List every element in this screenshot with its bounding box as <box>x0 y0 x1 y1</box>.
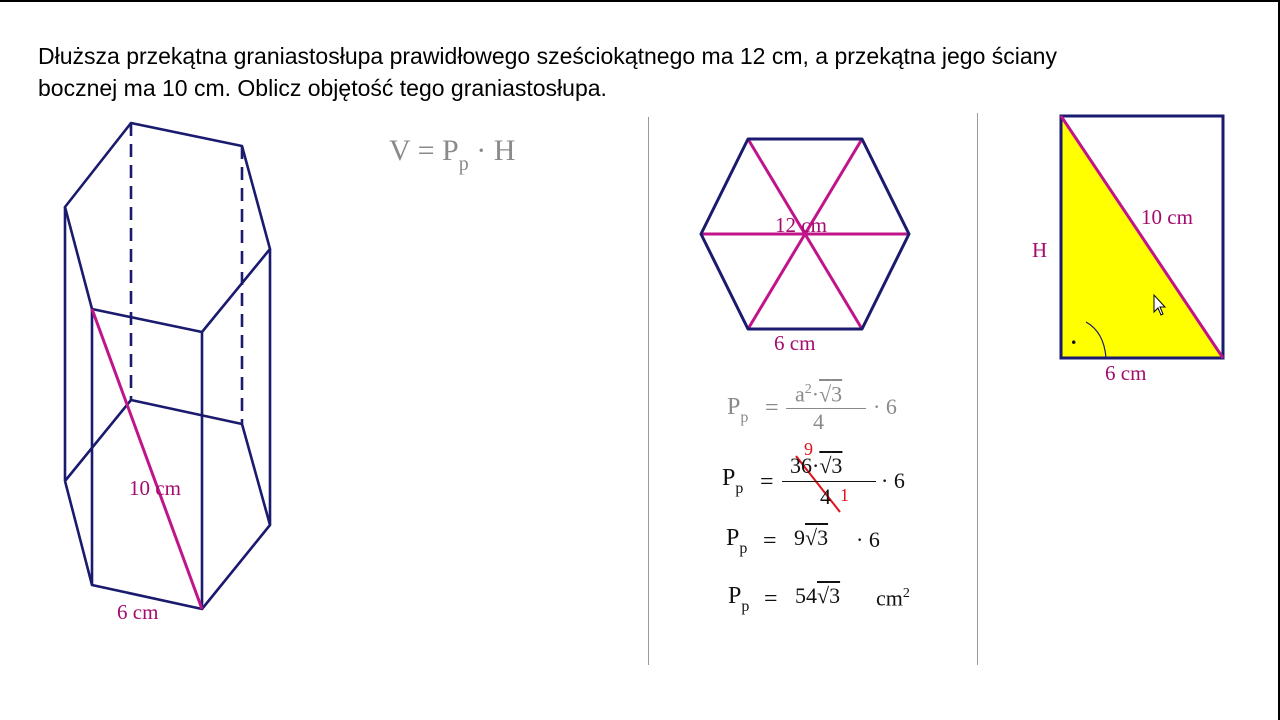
prism-edge-label: 6 cm <box>117 600 159 624</box>
calc-row1-a: a <box>795 381 805 407</box>
calc-row1-root: 3 <box>831 381 843 407</box>
calc-sub: p <box>740 409 749 426</box>
side-face-height-label: H <box>1032 238 1048 262</box>
calc-row3-coef: 9 <box>794 525 805 550</box>
calc-row4-coef: 54 <box>795 583 817 608</box>
calc-row1-eq: = <box>765 395 779 421</box>
calc-row4-exp: 2 <box>902 586 910 601</box>
calc-sub: p <box>741 598 750 615</box>
hexagon-diagonal-label: 12 cm <box>775 213 827 237</box>
calc-row1-numerator: $a^2\cdot√3$ <box>795 381 843 407</box>
calc-row1-exp: 2 <box>804 382 812 397</box>
volume-formula <box>389 134 516 175</box>
right-angle-dot: . <box>1071 324 1077 349</box>
calc-row3-value: 9√3 <box>794 525 829 550</box>
calc-row4-value: 54√3 <box>795 583 841 608</box>
equals-sign: = <box>417 134 435 167</box>
side-face-diagonal-label: 10 cm <box>1141 205 1193 229</box>
base-area-subscript: p <box>458 153 469 175</box>
calc-row3-tail: · 6 <box>856 527 880 552</box>
calc-P: P <box>726 525 740 551</box>
base-area-symbol: P <box>442 134 459 167</box>
calc-row1-dot: · <box>811 381 820 407</box>
calc-row2-lhs <box>722 465 744 497</box>
calc-sub: p <box>735 480 744 497</box>
calc-sub: p <box>739 540 748 557</box>
calc-row2-denominator: 4 <box>820 484 831 509</box>
cancel-bottom-value: 1 <box>840 485 849 505</box>
calc-row2-root: 3 <box>831 453 843 478</box>
hexagon-side-label: 6 cm <box>774 331 816 355</box>
calc-row1-lhs <box>727 394 749 426</box>
prism-top-face <box>65 123 270 332</box>
prism-diagonal-label: 10 cm <box>129 476 181 500</box>
calc-row4-eq: = <box>764 586 778 612</box>
problem-line-2: bocznej ma 10 cm. Oblicz objętość tego graniastosłupa. <box>38 75 607 101</box>
calc-P: P <box>728 583 742 609</box>
calc-P: P <box>727 394 741 420</box>
calc-row3-lhs <box>726 525 748 557</box>
calc-row1-denominator: 4 <box>813 409 824 434</box>
problem-line-1: Dłuższa przekątna graniastosłupa prawidłowego sześciokątnego ma 12 cm, a przekątna jego ściany <box>38 43 1057 69</box>
calc-row1-tail: · 6 <box>873 394 897 419</box>
calc-row2-36: 36 <box>790 453 812 478</box>
calc-row3-eq: = <box>763 528 777 554</box>
calc-row2-eq: = <box>760 469 774 495</box>
calc-row2-dot: · <box>812 453 820 478</box>
prism-face-diagonal <box>92 309 202 609</box>
volume-symbol: V <box>389 134 411 167</box>
calc-row2-fraction-bar <box>782 481 876 482</box>
calc-row4-cm: cm <box>876 585 903 611</box>
calc-row2-tail: · 6 <box>881 468 905 493</box>
calc-row1-fraction-bar <box>786 408 866 409</box>
side-face-base-label: 6 cm <box>1105 361 1147 385</box>
calc-row4-root: 3 <box>829 583 841 608</box>
calc-row4-lhs <box>728 583 750 615</box>
calc-row2-numerator: 36·√3 <box>790 453 843 478</box>
formula-rest: · H <box>476 134 516 167</box>
cancel-top-value: 9 <box>804 439 813 459</box>
calc-row3-root: 3 <box>817 525 829 550</box>
calc-row4-unit <box>876 587 910 609</box>
calc-P: P <box>722 465 736 491</box>
